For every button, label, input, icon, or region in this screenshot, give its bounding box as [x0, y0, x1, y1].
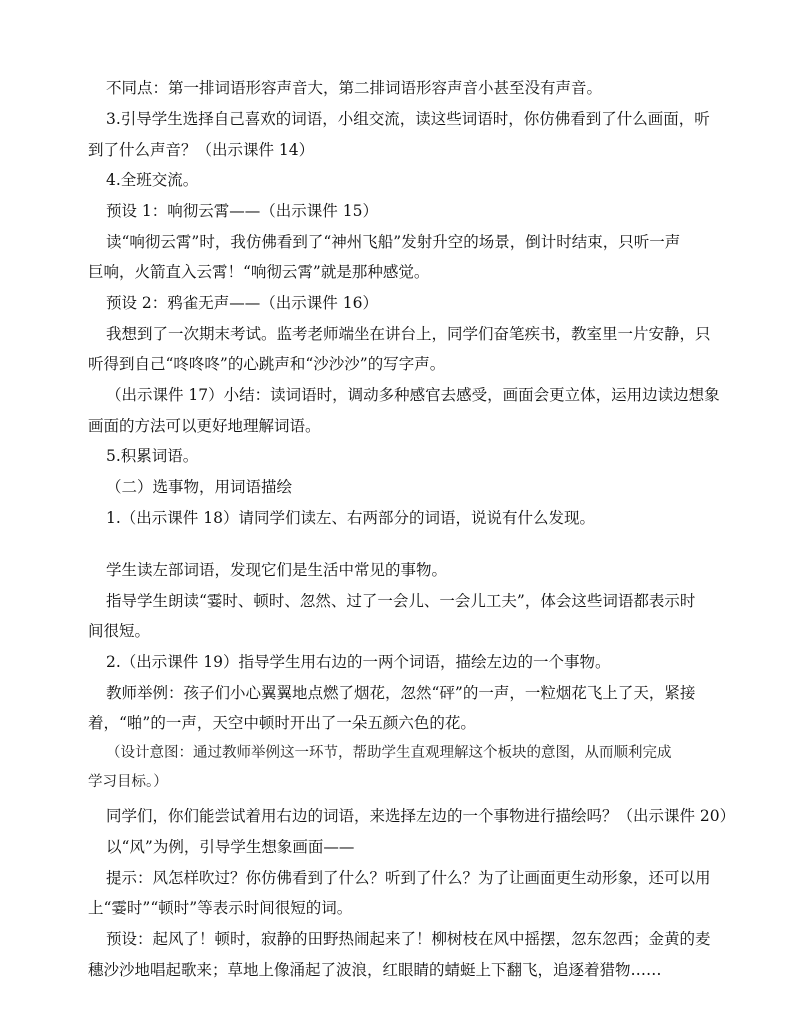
paragraph-line: 不同点：第一排词语形容声音大，第二排词语形容声音小甚至没有声音。 — [106, 79, 603, 97]
paragraph-line: 5.积累词语。 — [106, 447, 199, 465]
paragraph-line: 3.引导学生选择自己喜欢的词语，小组交流，读这些词语时，你仿佛看到了什么画面，听 — [106, 110, 710, 128]
paragraph-line: 画面的方法可以更好地理解词语。 — [88, 417, 321, 435]
design-intent-note: 学习目标。） — [88, 774, 168, 790]
design-intent-note: （设计意图：通过教师举例这一环节，帮助学生直观理解这个板块的意图，从而顺利完成 — [106, 745, 672, 761]
paragraph-line: 提示：风怎样吹过？你仿佛看到了什么？听到了什么？为了让画面更生动形象，还可以用 — [106, 869, 711, 887]
paragraph-line: 间很短。 — [88, 622, 151, 640]
paragraph-line: 预设 1：响彻云霄——（出示课件 15） — [106, 202, 378, 220]
paragraph-line: 巨响，火箭直入云霄！“响彻云霄”就是那种感觉。 — [88, 263, 430, 281]
paragraph-line: 听得到自己“咚咚咚”的心跳声和“沙沙沙”的写字声。 — [88, 355, 446, 373]
paragraph-line: 同学们，你们能尝试着用右边的词语，来选择左边的一个事物进行描绘吗？（出示课件 20） — [106, 807, 736, 825]
paragraph-line: （出示课件 17）小结：读词语时，调动多种感官去感受，画面会更立体，运用边读边想象 — [106, 386, 720, 404]
section-heading: （二）选事物，用词语描绘 — [106, 478, 293, 496]
paragraph-line: 4.全班交流。 — [106, 171, 199, 189]
paragraph-line: 到了什么声音？（出示课件 14） — [88, 141, 315, 159]
paragraph-line: 着，“啪”的一声，天空中顿时开出了一朵五颜六色的花。 — [88, 714, 476, 732]
paragraph-line: 指导学生朗读“霎时、顿时、忽然、过了一会儿、一会儿工夫”，体会这些词语都表示时 — [106, 592, 696, 610]
paragraph-line: 我想到了一次期末考试。监考老师端坐在讲台上，同学们奋笔疾书，教室里一片安静，只 — [106, 325, 711, 343]
paragraph-line: 1.（出示课件 18）请同学们读左、右两部分的词语，说说有什么发现。 — [106, 509, 595, 527]
paragraph-line: 以“风”为例，引导学生想象画面—— — [106, 838, 355, 856]
paragraph-line: 预设：起风了！顿时，寂静的田野热闹起来了！柳树枝在风中摇摆，忽东忽西；金黄的麦 — [106, 930, 711, 948]
paragraph-line: 2.（出示课件 19）指导学生用右边的一两个词语，描绘左边的一个事物。 — [106, 653, 611, 671]
paragraph-line: 上“霎时”“顿时”等表示时间很短的词。 — [88, 899, 353, 917]
paragraph-line: 预设 2：鸦雀无声——（出示课件 16） — [106, 294, 378, 312]
paragraph-line: 读“响彻云霄”时，我仿佛看到了“神州飞船”发射升空的场景，倒计时结束，只听一声 — [106, 233, 681, 251]
paragraph-line: 穗沙沙地唱起歌来；草地上像涌起了波浪，红眼睛的蜻蜓上下翻飞，追逐着猎物…… — [88, 961, 662, 979]
paragraph-line: 学生读左部词语，发现它们是生活中常见的事物。 — [106, 561, 448, 579]
paragraph-line: 教师举例：孩子们小心翼翼地点燃了烟花，忽然“砰”的一声，一粒烟花飞上了天，紧接 — [106, 684, 696, 702]
